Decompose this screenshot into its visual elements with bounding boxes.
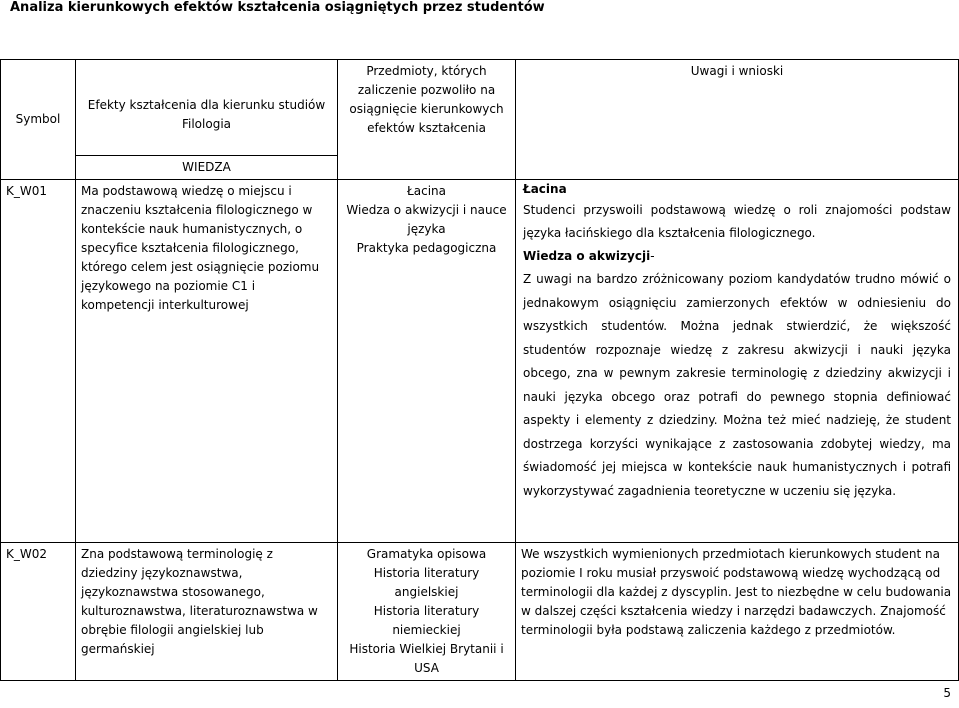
header-notes: Uwagi i wnioski [516, 60, 959, 180]
row-effect: Zna podstawową terminologię z dziedziny językoznawstwa, językoznawstwa stosowanego, kulturoznawstwa, literaturoznawstwa w obrębie filologii angielskiej lub germańskiej [76, 543, 338, 681]
table-row [1, 180, 959, 543]
row-subjects [338, 180, 516, 543]
subject-item: Historia literatury niemieckiej [373, 604, 480, 637]
row-effect: Ma podstawową wiedzę o miejscu i znaczeniu kształcenia filologicznego w kontekście nauk humanistycznych, o specyfice kształcenia filologicznego, którego celem jest osiągnięcie poziomu językowego na poziomie C1 i kompetencji interkulturowej [76, 180, 338, 543]
header-row [1, 60, 959, 156]
subject-item: Wiedza o akwizycji i nauce języka [346, 203, 507, 236]
category-label: WIEDZA [76, 156, 338, 180]
table-row [1, 543, 959, 681]
subject-item: Historia Wielkiej Brytanii i USA [349, 642, 504, 675]
page-number: 5 [943, 686, 951, 700]
page-title: Analiza kierunkowych efektów kształcenia osiągniętych przez studentów [10, 0, 545, 15]
effects-table [0, 59, 959, 681]
subject-item: Gramatyka opisowa [366, 547, 487, 561]
row-symbol: K_W01 [1, 180, 76, 543]
subject-item: Łacina [407, 184, 446, 198]
notes-paragraph-akwizycja: Z uwagi na bardzo zróżnicowany poziom kandydatów trudno mówić o jednakowym osiągnięciu zamierzonych efektów w odniesieniu do wszystkich studentów. Można jednak stwierdzić, że większość studentów rozpoznaje wiedzę z zakresu akwizycji i nauki języka obcego, zna w pewnym zakresie terminologię z dziedziny akwizycji i nauki języka obcego oraz potrafi do pewnego stopnia definiować aspekty i elementy z dziedziny. Można też mieć nadzieję, że student dostrzega korzyści wynikające z zastosowania zdobytej wiedzy, ma świadomość jej miejsca w kontekście nauk humanistycznych i potrafi wykorzystywać zagadnienia teoretyczne w uczeniu się języka. [523, 272, 951, 498]
row-subjects [338, 543, 516, 681]
notes-heading-dash: - [650, 249, 655, 263]
subject-item: Historia literatury angielskiej [373, 566, 480, 599]
row-symbol: K_W02 [1, 543, 76, 681]
row-notes [516, 180, 959, 543]
notes-heading-akwizycja-line [523, 245, 951, 268]
header-subjects: Przedmioty, których zaliczenie pozwoliło na osiągnięcie kierunkowych efektów kształcenia [338, 60, 516, 180]
notes-paragraph-lacina: Studenci przyswoili podstawową wiedzę o roli znajomości podstaw języka łacińskiego dla kształcenia filologicznego. [523, 203, 951, 240]
header-symbol: Symbol [1, 60, 76, 180]
notes-heading-lacina: Łacina [523, 182, 567, 196]
header-effects: Efekty kształcenia dla kierunku studiów Filologia [76, 60, 338, 156]
notes-heading-akwizycja: Wiedza o akwizycji [523, 249, 651, 263]
row-notes: We wszystkich wymienionych przedmiotach kierunkowych student na poziomie I roku musiał przyswoić podstawową wiedzę wychodzącą od terminologii dla każdej z dyscyplin. Jest to niezbędne w celu budowania w dalszej części kształcenia wiedzy i narzędzi badawczych. Znajomość terminologii była podstawą zaliczenia każdego z przedmiotów. [516, 543, 959, 681]
subject-item: Praktyka pedagogiczna [356, 241, 497, 255]
